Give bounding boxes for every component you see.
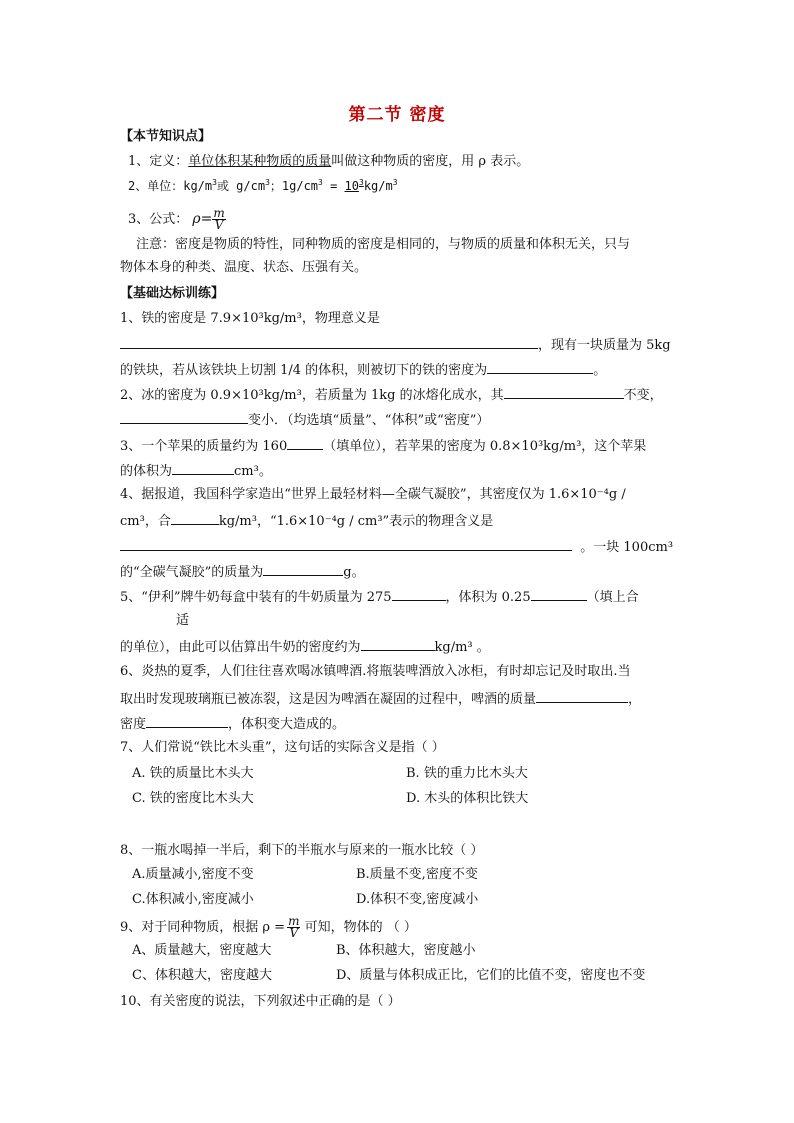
q9-option-d[interactable]: D、质量与体积成正比，它们的比值不变，密度也不变 — [336, 968, 646, 983]
q9-text-a: 9、对于同种物质，根据 ρ = — [120, 920, 286, 935]
q7-stem: 7、人们常说“铁比木头重”，这句话的实际含义是指（ ） — [120, 740, 445, 755]
training-heading: 【基础达标训练】 — [120, 286, 225, 301]
q9-option-a[interactable]: A、质量越大，密度越大 — [132, 943, 272, 958]
q7-option-c[interactable]: C. 铁的密度比木头大 — [132, 791, 254, 806]
unit-exp: 3 — [265, 178, 270, 187]
q3-text-d: cm³。 — [234, 464, 272, 479]
unit-ten: 10 — [344, 179, 359, 193]
page-title: 第二节 密度 — [348, 105, 446, 125]
unit-tail: kg/m — [363, 179, 393, 193]
unit-or: 或 g/cm — [216, 179, 266, 193]
answer-blank[interactable] — [146, 714, 228, 728]
q4-line-2 — [120, 511, 493, 531]
answer-blank[interactable] — [487, 360, 593, 374]
q2-text-c: 变小．（均选填“质量”、“体积”或“密度”） — [248, 413, 490, 428]
q5-text-e: 的单位），由此可以估算出牛奶的密度约为 — [120, 640, 361, 655]
q2-text-a: 2、冰的密度为 0.9×10³kg/m³，若质量为 1kg 的冰熔化成水，其 — [120, 388, 504, 403]
q3-text-a: 3、一个苹果的质量约为 160 — [120, 439, 288, 454]
q6-text-c: ， — [628, 692, 642, 707]
q3-text-b: （填单位），若苹果的密度为 0.8×10³kg/m³，这个苹果 — [323, 439, 647, 454]
q5-line-2: 适 — [176, 613, 190, 628]
answer-blank[interactable] — [172, 461, 234, 475]
q5-text-c: （填上合 — [586, 590, 639, 605]
definition-underlined: 单位体积某种物质的质量 — [188, 154, 332, 169]
formula-numerator: m — [213, 206, 225, 220]
q4-text-f: g。 — [343, 565, 365, 580]
q5-text-a: 5、“伊利”牌牛奶每盒中装有的牛奶质量为 275 — [120, 590, 392, 605]
q8-stem: 8、一瓶水喝掉一半后，剩下的半瓶水与原来的一瓶水比较（ ） — [120, 843, 484, 858]
note-line-1: 注意：密度是物质的特性，同种物质的密度是相同的，与物质的质量和体积无关，只与 — [136, 237, 631, 252]
q5-line-1 — [120, 587, 639, 607]
q4-text-d: 。一块 100cm³ — [580, 540, 674, 555]
answer-blank[interactable] — [120, 335, 538, 349]
answer-blank[interactable] — [536, 689, 628, 703]
q1-line-3 — [120, 360, 606, 380]
q2-text-b: 不变， — [623, 388, 663, 403]
answer-blank[interactable] — [120, 537, 572, 551]
formula-line — [128, 208, 226, 231]
q9-text-b: 可知，物体的 （ ） — [300, 920, 417, 935]
knowledge-heading: 【本节知识点】 — [120, 129, 212, 144]
q9-fraction — [287, 916, 300, 939]
q6-text-d: 密度 — [120, 717, 147, 732]
q6-line-1: 6、炎热的夏季，人们往往喜欢喝冰镇啤酒.将瓶装啤酒放入冰柜，有时却忘记及时取出.当 — [120, 664, 631, 679]
formula-fraction — [212, 208, 225, 231]
q1-line-2 — [120, 335, 671, 355]
q3-text-c: 的体积为 — [120, 464, 173, 479]
definition-prefix: 1、定义： — [128, 154, 189, 169]
q8-option-b[interactable]: B.质量不变,密度不变 — [356, 867, 478, 882]
q9-option-b[interactable]: B、体积越大，密度越小 — [336, 943, 476, 958]
q9-option-c[interactable]: C、体积越大，密度越大 — [132, 968, 272, 983]
definition-line — [128, 153, 529, 171]
q6-text-b: 取出时发现玻璃瓶已被冻裂，这是因为啤酒在凝固的过程中，啤酒的质量 — [120, 692, 537, 707]
q6-line-2 — [120, 689, 641, 709]
definition-suffix: 叫做这种物质的密度，用 ρ 表示。 — [331, 154, 530, 169]
answer-blank[interactable] — [504, 385, 624, 399]
formula-prefix: 3、公式： — [128, 212, 189, 227]
q2-line-2 — [120, 410, 489, 430]
q1-text-d: 。 — [593, 363, 607, 378]
formula-rho: ρ= — [192, 211, 213, 227]
unit-eq: = — [322, 179, 345, 193]
unit-semi: ；1g/cm — [269, 179, 319, 193]
q4-text-b: cm³，合 — [120, 514, 171, 529]
q5-line-3 — [120, 637, 490, 657]
note-line-2: 物体本身的种类、温度、状态、压强有关。 — [120, 260, 368, 275]
answer-blank[interactable] — [361, 637, 435, 651]
q4-text-e: 的“全碳气凝胶”的质量为 — [120, 565, 264, 580]
q1-text-b: ，现有一块质量为 5kg — [538, 338, 671, 353]
unit-prefix: 2、单位：kg/m — [128, 179, 213, 193]
unit-exp: 3 — [212, 178, 217, 187]
q3-line-2 — [120, 461, 272, 481]
q8-option-a[interactable]: A.质量减小,密度不变 — [132, 867, 254, 882]
q7-option-b[interactable]: B. 铁的重力比木头大 — [406, 766, 528, 781]
q3-line-1 — [120, 436, 646, 456]
unit-exp: 3 — [318, 178, 323, 187]
q5-text-b: ，体积为 0.25 — [445, 590, 531, 605]
q9-stem — [120, 916, 417, 939]
q1-line-1: 1、铁的密度是 7.9×10³kg/m³，物理意义是 — [120, 311, 380, 326]
q4-line-4 — [120, 562, 365, 582]
unit-exp: 3 — [392, 178, 398, 187]
q10-stem: 10、有关密度的说法，下列叙述中正确的是（ ） — [120, 994, 401, 1009]
q7-option-d[interactable]: D. 木头的体积比铁大 — [406, 791, 529, 806]
q4-line-3 — [120, 537, 673, 557]
formula-denominator: V — [214, 218, 224, 232]
q4-line-1: 4、据报道，我国科学家造出“世界上最轻材料—全碳气凝胶”，其密度仅为 1.6×10⁻⁴g / — [120, 487, 626, 502]
answer-blank[interactable] — [392, 587, 446, 601]
q6-text-e: ，体积变大造成的。 — [228, 717, 346, 732]
q1-text-c: 的铁块，若从该铁块上切割 1/4 的体积，则被切下的铁的密度为 — [120, 363, 488, 378]
q9-denominator: V — [289, 926, 299, 940]
answer-blank[interactable] — [287, 436, 323, 450]
q4-text-c: kg/m³，“1.6×10⁻⁴g / cm³”表示的物理含义是 — [218, 514, 494, 529]
answer-blank[interactable] — [531, 587, 587, 601]
q7-option-a[interactable]: A. 铁的质量比木头大 — [132, 766, 254, 781]
unit-exp: 3 — [359, 178, 364, 187]
unit-line — [128, 177, 398, 195]
q9-numerator: m — [288, 914, 300, 928]
answer-blank[interactable] — [120, 410, 248, 424]
answer-blank[interactable] — [263, 562, 343, 576]
answer-blank[interactable] — [171, 511, 219, 525]
q2-line-1 — [120, 385, 663, 405]
q6-line-3 — [120, 714, 345, 734]
q8-option-c[interactable]: C.体积减小,密度减小 — [132, 892, 254, 907]
q5-text-f: kg/m³ 。 — [434, 640, 490, 655]
q8-option-d[interactable]: D.体积不变,密度减小 — [356, 892, 479, 907]
